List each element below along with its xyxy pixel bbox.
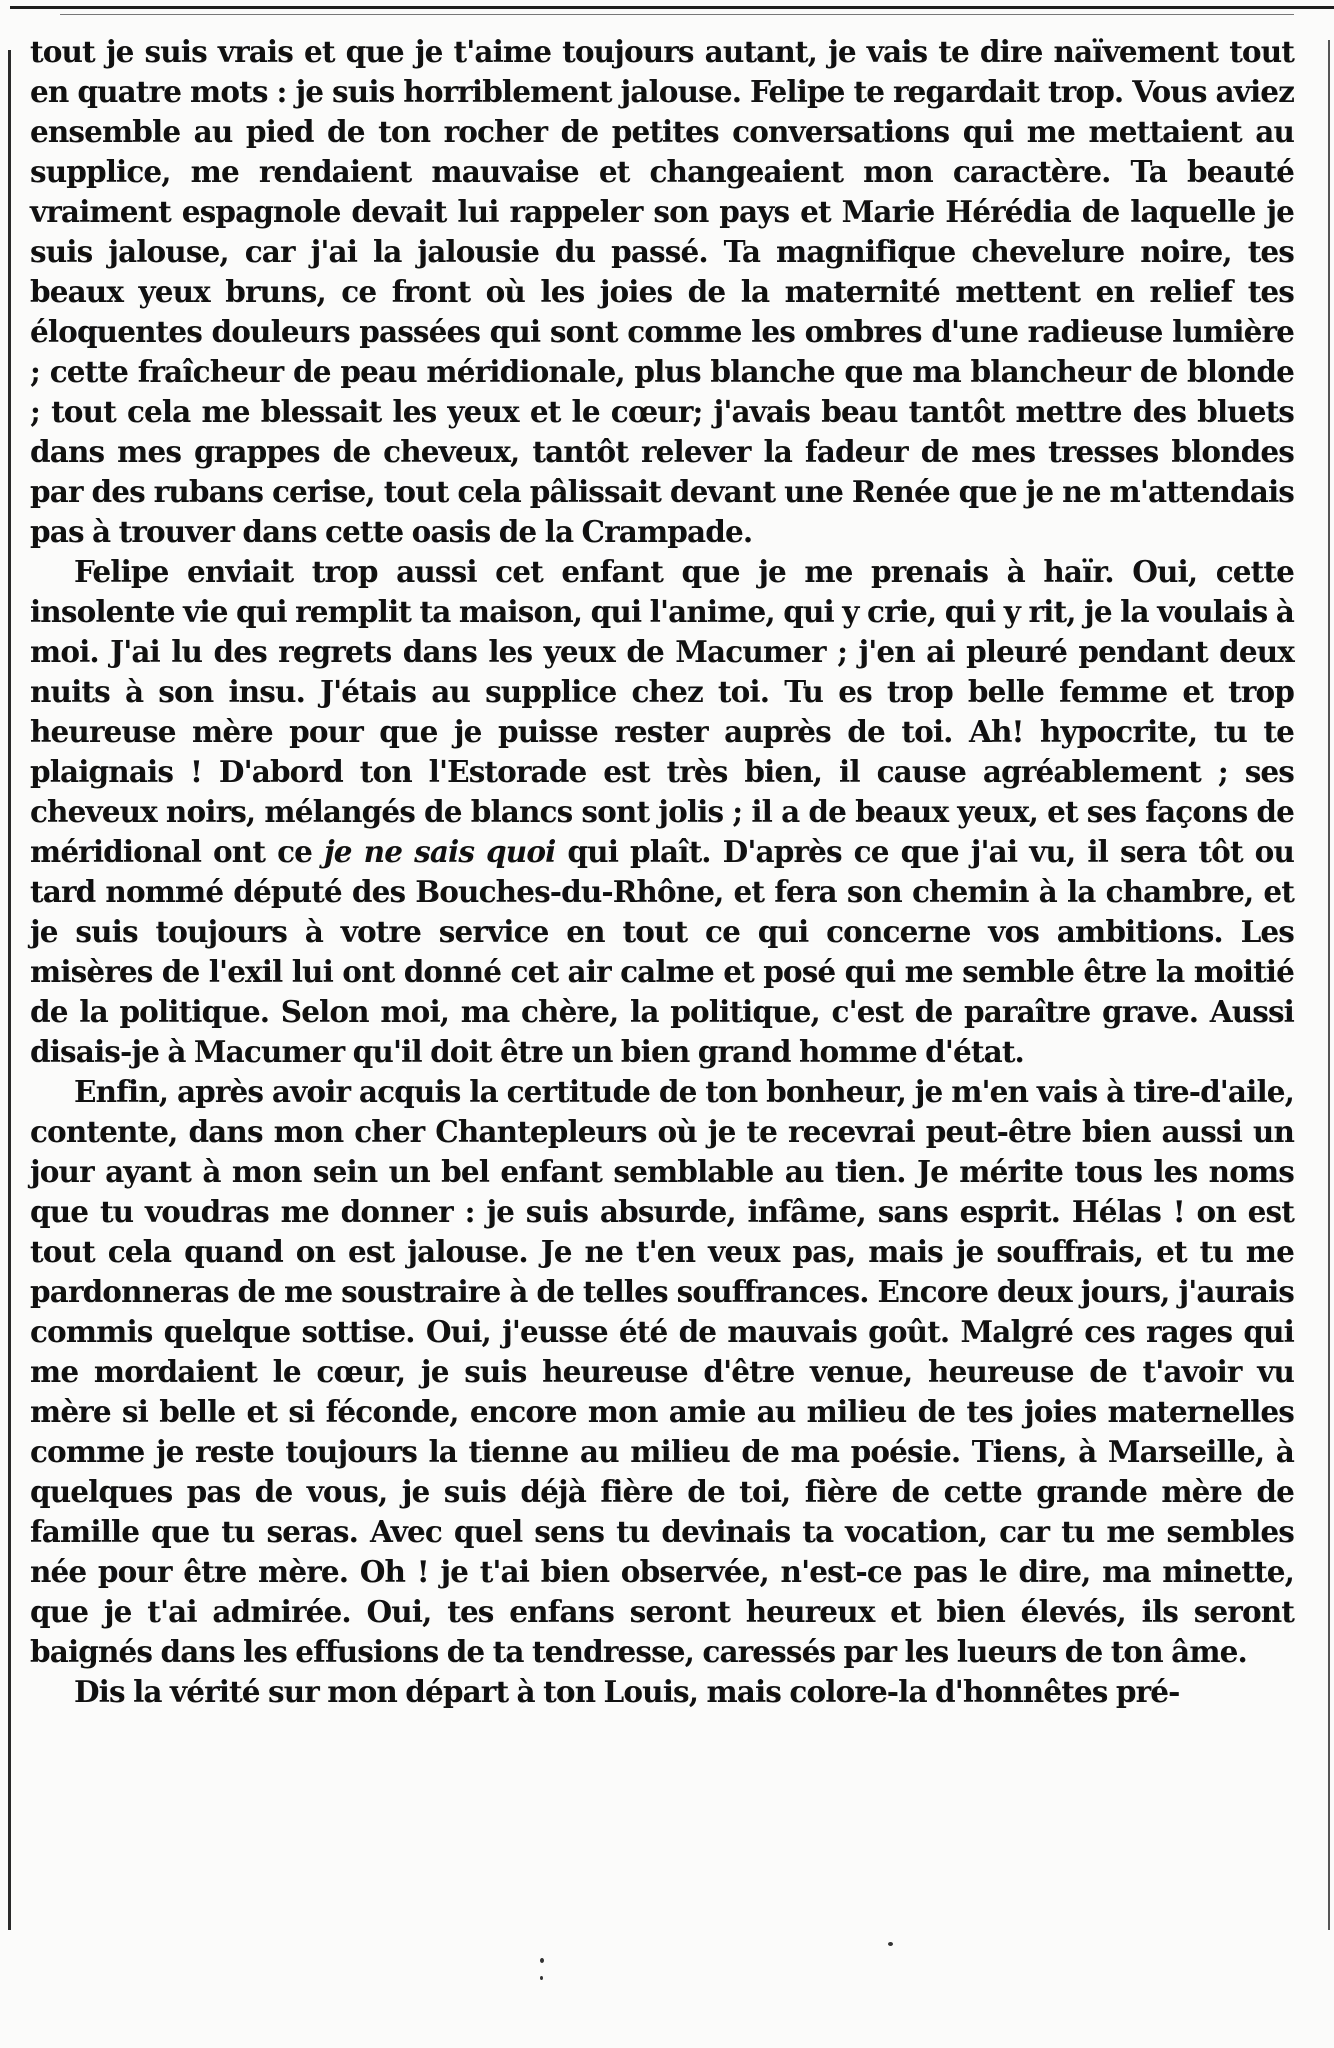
text-column [30,32,1294,1912]
paragraph-1-text: tout je suis vrais et que je t'aime toujours autant, je vais te dire naïvement tout en quatre mots : je suis horriblement jalouse. Felipe te regardait trop. Vous aviez ensemble au pied de ton rocher de petites conversations qui me mettaient au supplice, me rendaient mauvaise et changeaient mon caractère. Ta beauté vraiment espagnole devait lui rappeler son pays et Marie Hérédia de laquelle je suis jalouse, car j'ai la jalousie du passé. Ta magnifique chevelure noire, tes beaux yeux bruns, ce front où les joies de la maternité mettent en relief tes éloquentes douleurs passées qui sont comme les ombres d'une radieuse lumière ; cette fraîcheur de peau méridionale, plus blanche que ma blancheur de blonde ; tout cela me blessait les yeux et le cœur; j'avais beau tantôt mettre des bluets dans mes grappes de cheveux, tantôt relever la fadeur de mes tresses blondes par des rubans cerise, tout cela pâlissait devant une Renée que je ne m'attendais pas à trouver dans cette oasis de la Crampade. [30,34,1294,549]
top-border-rule [10,6,1334,9]
print-speck [540,1958,544,1963]
paragraph-3-text: Enfin, après avoir acquis la certitude de ton bonheur, je m'en vais à tire-d'aile, contente, dans mon cher Chantepleurs où je te recevrai peut-être bien aussi un jour ayant à mon sein un bel enfant semblable au tien. Je mérite tous les noms que tu voudras me donner : je suis absurde, infâme, sans esprit. Hélas ! on est tout cela quand on est jalouse. Je ne t'en veux pas, mais je souffrais, et tu me pardonneras de me soustraire à de telles souffrances. Encore deux jours, j'aurais commis quelque sottise. Oui, j'eusse été de mauvais goût. Malgré ces rages qui me mordaient le cœur, je suis heureuse d'être venue, heureuse de t'avoir vu mère si belle et si féconde, encore mon amie au milieu de tes joies maternelles comme je reste toujours la tienne au milieu de ma poésie. Tiens, à Marseille, à quelques pas de vous, je suis déjà fière de toi, fière de cette grande mère de famille que tu seras. Avec quel sens tu devinais ta vocation, car tu me sembles née pour être mère. Oh ! je t'ai bien observée, n'est-ce pas le dire, ma minette, que je t'ai admirée. Oui, tes enfans seront heureux et bien élevés, ils seront baignés dans les effusions de ta tendresse, caressés par les lueurs de ton âme. [30,1074,1294,1669]
print-speck [888,1942,893,1946]
paragraph-2-italic-phrase: je ne sais quoi [324,834,556,869]
paragraph-2 [30,552,1294,1072]
right-column-rule [1328,40,1330,1930]
paragraph-4 [30,1672,1294,1712]
left-column-rule [8,50,11,1930]
top-border-thin-rule [60,14,1294,15]
paragraph-3 [30,1072,1294,1672]
print-speck [540,1976,543,1980]
paragraph-2-text-b: qui plaît. D'après ce que j'ai vu, il sera tôt ou tard nommé député des Bouches-du-Rhône, et fera son chemin à la chambre, et je suis toujours à votre service en tout ce qui concerne vos ambitions. Les misères de l'exil lui ont donné cet air calme et posé qui me semble être la moitié de la politique. Selon moi, ma chère, la politique, c'est de paraître grave. Aussi disais-je à Macumer qu'il doit être un bien grand homme d'état. [30,834,1294,1069]
paragraph-2-text-a: Felipe enviait trop aussi cet enfant que je me prenais à haïr. Oui, cette insolente vie qui remplit ta maison, qui l'anime, qui y crie, qui y rit, je la voulais à moi. J'ai lu des regrets dans les yeux de Macumer ; j'en ai pleuré pendant deux nuits à son insu. J'étais au supplice chez toi. Tu es trop belle femme et trop heureuse mère pour que je puisse rester auprès de toi. Ah! hypocrite, tu te plaignais ! D'abord ton l'Estorade est très bien, il cause agréablement ; ses cheveux noirs, mélangés de blancs sont jolis ; il a de beaux yeux, et ses façons de méridional ont ce [30,554,1294,869]
paragraph-4-text: Dis la vérité sur mon départ à ton Louis, mais colore-la d'honnêtes pré- [74,1674,1180,1709]
paragraph-1 [30,32,1294,552]
